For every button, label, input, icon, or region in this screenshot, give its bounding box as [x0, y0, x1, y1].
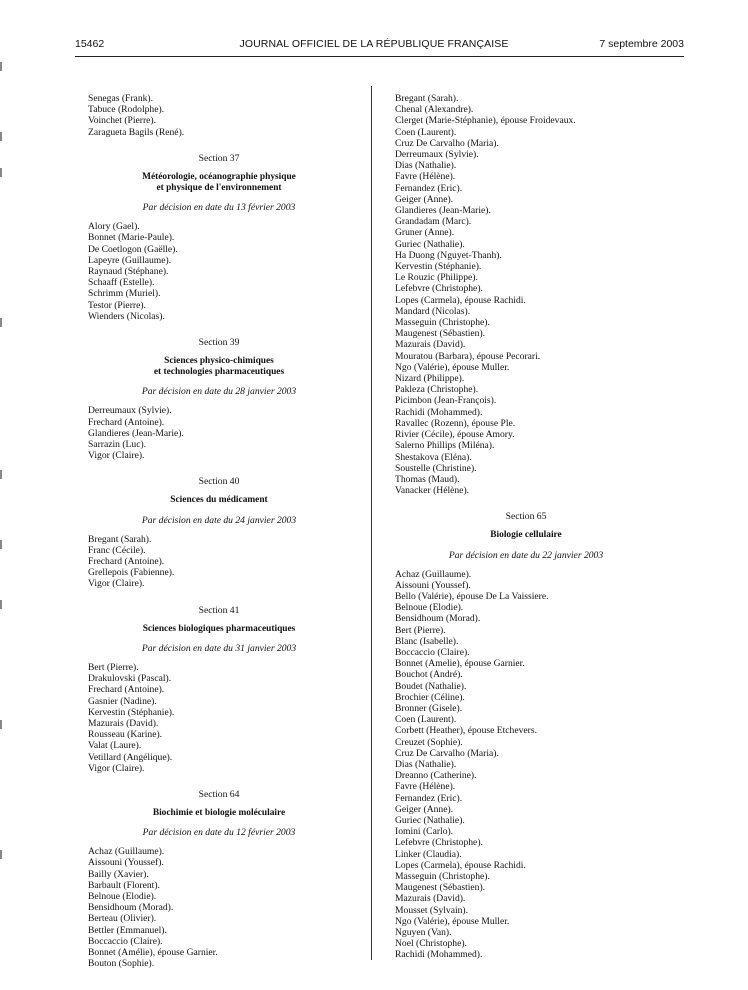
section-subtitle: et technologies pharmaceutiques: [153, 367, 285, 378]
name-entry: Bert (Pierre).: [88, 661, 139, 673]
name-entry: Rachidi (Mohammed).: [395, 406, 483, 418]
name-entry: Brochier (Céline).: [395, 691, 465, 703]
name-entry: Vigor (Claire).: [88, 450, 145, 462]
section-subtitle: Biologie cellulaire: [490, 530, 562, 541]
name-entry: Voinchet (Pierre).: [88, 115, 157, 127]
decision-date: Par décision en date du 24 janvier 2003: [141, 514, 297, 526]
decision-date: Par décision en date du 28 janvier 2003: [141, 386, 297, 398]
name-entry: Testor (Pierre).: [88, 299, 146, 311]
name-entry: Mazurais (David).: [395, 339, 466, 351]
name-entry: Ngo (Valérie), épouse Muller.: [395, 915, 510, 927]
header-rule: [75, 56, 684, 57]
name-entry: Belnoue (Elodie).: [88, 890, 157, 902]
name-entry: Boccaccio (Claire).: [88, 935, 163, 947]
name-entry: Mazurais (David).: [395, 893, 466, 905]
name-entry: Bailly (Xavier).: [88, 868, 149, 880]
section-subtitle: Météorologie, océanographie physique: [142, 171, 296, 182]
section-title: Section 39: [198, 337, 240, 349]
section-title: Section 65: [505, 511, 547, 523]
decision-date: Par décision en date du 22 janvier 2003: [448, 549, 604, 561]
name-entry: Mazurais (David).: [88, 717, 159, 729]
name-entry: Salerno Phillips (Miléna).: [395, 440, 495, 452]
name-entry: Maugenest (Sébastien).: [395, 328, 486, 340]
decision-date: Par décision en date du 31 janvier 2003: [141, 642, 297, 654]
name-entry: Rousseau (Karine).: [88, 729, 163, 741]
name-entry: Ngo (Valérie), épouse Muller.: [395, 361, 510, 373]
name-entry: Chenal (Alexandre).: [395, 104, 474, 116]
name-entry: Bonnet (Amélie), épouse Garnier.: [88, 946, 218, 958]
section-subtitle: Sciences physico-chimiques: [164, 356, 274, 367]
name-entry: Thomas (Maud).: [395, 473, 460, 485]
name-entry: Gruner (Anne).: [395, 227, 455, 239]
name-entry: Vetillard (Angélique).: [88, 751, 173, 763]
name-entry: Drakulovski (Pascal).: [88, 673, 172, 685]
name-entry: Boccaccio (Claire).: [395, 646, 470, 658]
section-title: Section 37: [198, 152, 240, 164]
name-entry: Ha Duong (Nguyet-Thanh).: [395, 249, 502, 261]
name-list-block: [395, 93, 657, 496]
decision-date: Par décision en date du 12 février 2003: [142, 827, 296, 839]
name-entry: Derreumaux (Sylvie).: [395, 149, 479, 161]
name-entry: Nguyen (Van).: [395, 927, 452, 939]
name-entry: Coen (Laurent).: [395, 714, 457, 726]
name-entry: Valat (Laure).: [88, 740, 142, 752]
name-entry: Zaragueta Bagils (René).: [88, 126, 185, 138]
name-entry: Blanc (Isabelle).: [395, 635, 459, 647]
name-entry: Sarrazin (Luc).: [88, 439, 147, 451]
name-entry: Frechard (Antoine).: [88, 684, 165, 696]
name-entry: Shestakova (Eléna).: [395, 451, 472, 463]
name-entry: Bert (Pierre).: [395, 624, 446, 636]
name-entry: Frechard (Antoine).: [88, 556, 165, 568]
section-title: Section 40: [198, 476, 240, 488]
name-entry: Frechard (Antoine).: [88, 416, 165, 428]
section-block: [88, 153, 350, 322]
scan-margin-marks: [0, 0, 3, 990]
name-entry: Bensidhoum (Morad).: [395, 613, 481, 625]
name-entry: Aissouni (Youssef).: [88, 857, 164, 869]
name-entry: Vigor (Claire).: [88, 762, 145, 774]
name-entry: Lapeyre (Guillaume).: [88, 254, 172, 266]
name-entry: Lefebvre (Christophe).: [395, 283, 483, 295]
name-entry: Linker (Claudia).: [395, 848, 462, 860]
name-entry: Bregant (Sarah).: [395, 93, 459, 104]
name-entry: Vigor (Claire).: [88, 578, 145, 590]
name-entry: Guriec (Nathalie).: [395, 814, 465, 826]
name-entry: Tabuce (Rodolphe).: [88, 104, 165, 116]
section-block: [88, 337, 350, 461]
name-entry: Masseguin (Christophe).: [395, 871, 490, 882]
name-entry: Grellepois (Fabienne).: [88, 567, 175, 579]
name-entry: Bensidhoum (Morad).: [88, 902, 174, 914]
name-entry: Corbett (Heather), épouse Etchevers.: [395, 725, 537, 737]
name-entry: Bregant (Sarah).: [88, 533, 152, 545]
name-entry: Achaz (Guillaume).: [88, 846, 165, 858]
name-entry: Lopes (Carmela), épouse Rachidi.: [395, 294, 526, 306]
name-entry: Bonnet (Marie-Paule).: [88, 232, 175, 244]
name-entry: Mouratou (Barbara), épouse Pecorari.: [395, 350, 541, 362]
name-entry: Favre (Hélène).: [395, 171, 456, 183]
section-subtitle: Sciences biologiques pharmaceutiques: [142, 623, 296, 634]
right-column: [395, 93, 657, 961]
name-entry: Le Rouzic (Philippe).: [395, 272, 478, 284]
name-entry: Aissouni (Youssef).: [395, 579, 471, 591]
name-entry: Bouchot (André).: [395, 669, 463, 681]
name-entry: Schaaff (Estelle).: [88, 277, 155, 289]
name-entry: Franc (Cécile).: [88, 544, 146, 556]
decision-date: Par décision en date du 13 février 2003: [142, 202, 296, 214]
section-block: [88, 605, 350, 774]
name-entry: Nizard (Philippe).: [395, 373, 465, 385]
name-entry: Bello (Valérie), épouse De La Vaissiere.: [395, 590, 549, 602]
section-subtitle: Sciences du médicament: [170, 495, 268, 506]
name-entry: Dias (Nathalie).: [395, 160, 457, 172]
name-entry: Soustelle (Christine).: [395, 462, 477, 474]
name-entry: Guriec (Nathalie).: [395, 238, 465, 250]
name-entry: Geiger (Anne).: [395, 803, 454, 815]
name-entry: Glandieres (Jean-Marie).: [395, 205, 491, 217]
left-column: [88, 93, 350, 969]
section-subtitle: Biochimie et biologie moléculaire: [152, 807, 286, 818]
name-entry: Derreumaux (Sylvie).: [88, 405, 172, 417]
name-entry: Wienders (Nicolas).: [88, 310, 165, 322]
section-block: [88, 476, 350, 589]
name-entry: Bronner (Gisele).: [395, 702, 463, 714]
name-entry: Bettler (Emmanuel).: [88, 924, 167, 936]
name-entry: Cruz De Carvalho (Maria).: [395, 137, 499, 149]
name-entry: Alory (Gael).: [88, 221, 140, 233]
name-entry: Grandadam (Marc).: [395, 216, 472, 228]
name-entry: Senegas (Frank).: [88, 93, 154, 104]
name-entry: Cruz De Carvalho (Maria).: [395, 747, 499, 759]
name-entry: Rachidi (Mohammed).: [395, 949, 483, 961]
section-block: [88, 789, 350, 969]
name-entry: Favre (Hélène).: [395, 781, 456, 793]
page-number: 15462: [75, 38, 105, 50]
name-entry: Bonnet (Amelie), épouse Garnier.: [395, 658, 525, 670]
name-entry: Noel (Christophe).: [395, 938, 467, 950]
name-entry: Fernandez (Eric).: [395, 182, 463, 194]
name-entry: Bouton (Sophie).: [88, 958, 155, 970]
name-entry: Rivier (Cécile), épouse Amory.: [395, 429, 515, 441]
name-entry: Clerget (Marie-Stéphanie), épouse Froidevaux.: [395, 115, 576, 127]
name-entry: Mousset (Sylvain).: [395, 904, 469, 916]
name-entry: Ravallec (Rozenn), épouse Ple.: [395, 417, 516, 429]
name-entry: Barbault (Florent).: [88, 879, 160, 891]
name-entry: Boudet (Nathalie).: [395, 680, 467, 692]
name-entry: Dias (Nathalie).: [395, 758, 457, 770]
name-entry: Vanacker (Hélène).: [395, 485, 470, 497]
name-entry: Lefebvre (Christophe).: [395, 837, 483, 849]
section-subtitle: et physique de l'environnement: [156, 183, 282, 194]
name-entry: Creuzet (Sophie).: [395, 736, 463, 748]
name-entry: Fernandez (Eric).: [395, 792, 463, 804]
page-header: [0, 38, 748, 58]
name-entry: Maugenest (Sébastien).: [395, 882, 486, 894]
name-entry: Picimbon (Jean-François).: [395, 395, 497, 407]
section-title: Section 64: [198, 788, 240, 800]
name-entry: Kervestin (Stéphanie).: [395, 261, 482, 273]
issue-date: 7 septembre 2003: [599, 38, 684, 50]
name-entry: Dreanno (Catherine).: [395, 770, 477, 782]
name-entry: Mandard (Nicolas).: [395, 305, 471, 317]
name-entry: Masseguin (Christophe).: [395, 317, 490, 329]
name-entry: Iomini (Carlo).: [395, 826, 454, 838]
section-title: Section 41: [198, 604, 240, 616]
name-entry: Coen (Laurent).: [395, 126, 457, 138]
name-entry: De Coetlogon (Gaëlle).: [88, 243, 178, 255]
journal-title: JOURNAL OFFICIEL DE LA RÉPUBLIQUE FRANÇAISE: [239, 38, 509, 50]
name-entry: Raynaud (Stéphane).: [88, 266, 169, 278]
name-entry: Kervestin (Stéphanie).: [88, 706, 175, 718]
name-entry: Berteau (Olivier).: [88, 913, 157, 925]
name-entry: Belnoue (Elodie).: [395, 602, 464, 614]
name-entry: Geiger (Anne).: [395, 193, 454, 205]
name-entry: Lopes (Carmela), épouse Rachidi.: [395, 859, 526, 871]
column-divider: [371, 86, 372, 960]
name-entry: Pakleza (Christophe).: [395, 384, 479, 396]
name-entry: Gasnier (Nadine).: [88, 695, 157, 707]
section-block: [395, 511, 657, 960]
name-list-block: [88, 93, 350, 138]
name-entry: Achaz (Guillaume).: [395, 568, 472, 580]
name-entry: Glandieres (Jean-Marie).: [88, 427, 184, 439]
name-entry: Schrimm (Muriel).: [88, 288, 161, 300]
